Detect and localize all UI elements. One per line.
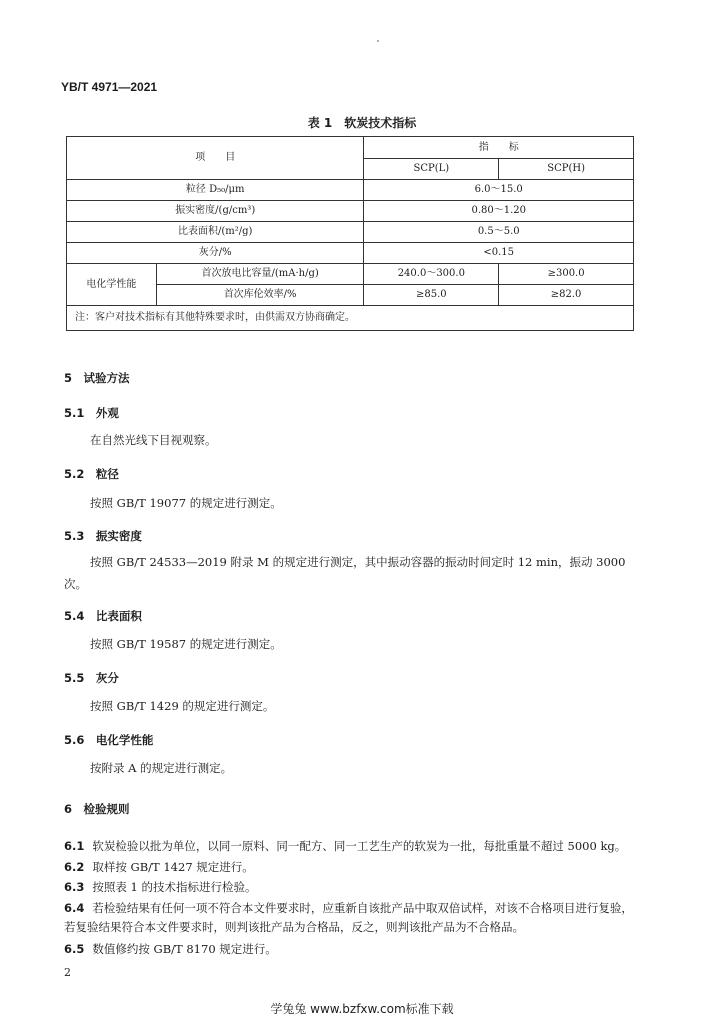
header-scp-h: SCP(H) [499,159,634,180]
section-5-5-text: 按照 GB/T 1429 的规定进行测定。 [90,699,275,713]
rule-number: 6.2 [64,860,85,874]
rule-text: 取样按 GB/T 1427 规定进行。 [92,860,254,874]
spec-table [66,136,634,331]
section-5-3-heading: 5.3 振实密度 [64,529,142,543]
table-row [67,222,634,243]
row-label: 首次库伦效率/% [156,285,364,306]
header-item: 项 目 [67,137,364,180]
rule-text: 按照表 1 的技术指标进行检验。 [92,880,257,894]
section-5-6-heading: 5.6 电化学性能 [64,733,154,747]
rule-number: 6.3 [64,880,85,894]
rule-text: 数值修约按 GB/T 8170 规定进行。 [92,942,277,956]
rule-number: 6.4 [64,901,85,915]
row-value: 0.80～1.20 [364,201,634,222]
row-label: 首次放电比容量/(mA·h/g) [156,264,364,285]
page-number: 2 [64,966,71,979]
row-label: 比表面积/(m²/g) [67,222,364,243]
table-title: 表 1 软炭技术指标 [307,116,417,130]
table-row [67,264,634,285]
section-5-title: 5 试验方法 [64,371,130,385]
section-5-4-text: 按照 GB/T 19587 的规定进行测定。 [90,637,282,651]
section-5-1-heading: 5.1 外观 [64,406,119,420]
row-label: 粒径 D₅₀/μm [67,180,364,201]
row-value: 6.0～15.0 [364,180,634,201]
table-note: 注：客户对技术指标有其他特殊要求时，由供需双方协商确定。 [67,306,634,331]
rule-6-5 [64,940,644,959]
rule-6-3 [64,878,644,897]
section-5-1-text: 在自然光线下目视观察。 [90,433,217,447]
section-5-6-text: 按附录 A 的规定进行测定。 [90,761,233,775]
header-scp-l: SCP(L) [364,159,499,180]
row-value-h: ≥82.0 [499,285,634,306]
rule-6-4 [64,899,644,937]
header-index: 指 标 [364,137,634,159]
rule-number: 6.1 [64,839,85,853]
table-row [67,243,634,264]
rule-text: 软炭检验以批为单位，以同一原料、同一配方、同一工艺生产的软炭为一批，每批重量不超过 5000 kg。 [92,839,627,853]
row-label: 振实密度/(g/cm³) [67,201,364,222]
row-value: <0.15 [364,243,634,264]
row-label: 灰分/% [67,243,364,264]
rule-6-1 [64,837,644,856]
rule-6-2 [64,858,644,877]
row-value: 0.5～5.0 [364,222,634,243]
section-5-5-heading: 5.5 灰分 [64,671,119,685]
section-5-2-text: 按照 GB/T 19077 的规定进行测定。 [90,496,282,510]
table-row [67,201,634,222]
section-5-4-heading: 5.4 比表面积 [64,609,142,623]
row-value-h: ≥300.0 [499,264,634,285]
table-note-row [67,306,634,331]
standard-code: YB/T 4971—2021 [61,80,158,94]
row-value-l: 240.0～300.0 [364,264,499,285]
scan-speck [377,40,379,42]
table-row [67,180,634,201]
group-label: 电化学性能 [67,264,157,306]
section-5-2-heading: 5.2 粒径 [64,467,119,481]
section-5-3-text: 按照 GB/T 24533—2019 附录 M 的规定进行测定，其中振动容器的振动时间定时 12 min，振动 3000 次。 [64,555,626,591]
rule-text: 若检验结果有任何一项不符合本文件要求时，应重新自该批产品中取双倍试样，对该不合格项目进行复验，若复验结果符合本文件要求时，则判该批产品为合格品，反之，则判该批产品为不合格品。 [64,901,633,934]
row-value-l: ≥85.0 [364,285,499,306]
footer-watermark: 学兔兔 www.bzfxw.com标准下载 [270,1002,454,1016]
section-6-title: 6 检验规则 [64,802,130,816]
table-header-row [67,137,634,159]
rule-number: 6.5 [64,942,85,956]
